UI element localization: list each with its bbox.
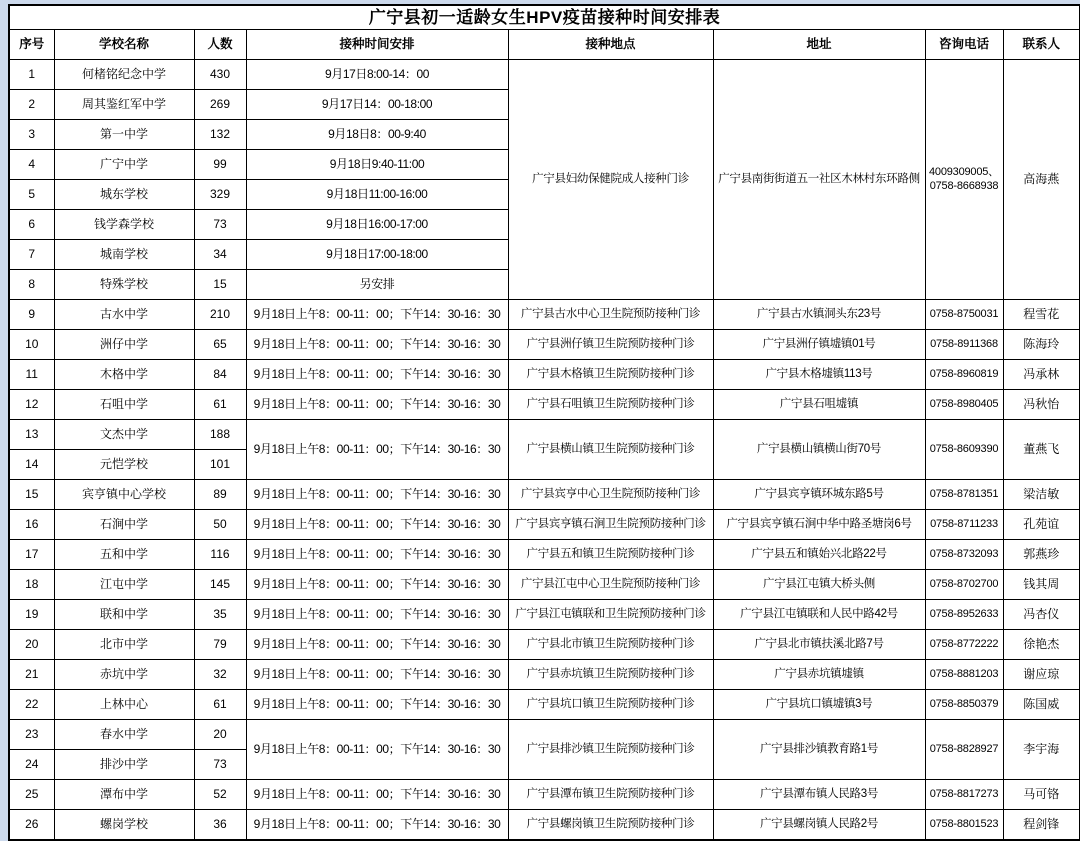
cell-no: 24 <box>9 750 54 780</box>
cell-address: 广宁县宾亨镇石涧中华中路圣塘岗6号 <box>713 510 925 540</box>
column-header-phone: 咨询电话 <box>925 30 1003 60</box>
cell-address: 广宁县石咀墟镇 <box>713 390 925 420</box>
cell-no: 6 <box>9 210 54 240</box>
cell-contact: 程剑锋 <box>1003 810 1080 841</box>
table-row <box>9 810 1080 841</box>
cell-count: 84 <box>194 360 246 390</box>
cell-address: 广宁县螺岗镇人民路2号 <box>713 810 925 841</box>
schedule-table <box>8 4 1080 841</box>
cell-address: 广宁县排沙镇教育路1号 <box>713 720 925 780</box>
cell-phone: 0758-8980405 <box>925 390 1003 420</box>
cell-school: 第一中学 <box>54 120 194 150</box>
cell-phone: 0758-8772222 <box>925 630 1003 660</box>
table-row <box>9 780 1080 810</box>
cell-school: 赤坑中学 <box>54 660 194 690</box>
cell-location: 广宁县赤坑镇卫生院预防接种门诊 <box>508 660 713 690</box>
cell-contact: 冯杏仪 <box>1003 600 1080 630</box>
cell-school: 联和中学 <box>54 600 194 630</box>
cell-school: 上林中心 <box>54 690 194 720</box>
cell-contact: 李宇海 <box>1003 720 1080 780</box>
cell-no: 15 <box>9 480 54 510</box>
cell-school: 周其鉴红军中学 <box>54 90 194 120</box>
cell-count: 73 <box>194 210 246 240</box>
cell-time: 9月18日上午8：00-11：00；下午14：30-16：30 <box>246 780 508 810</box>
table-row <box>9 720 1080 750</box>
cell-address: 广宁县木格墟镇113号 <box>713 360 925 390</box>
cell-school: 五和中学 <box>54 540 194 570</box>
cell-contact: 冯秋怡 <box>1003 390 1080 420</box>
cell-address: 广宁县赤坑镇墟镇 <box>713 660 925 690</box>
cell-time: 另安排 <box>246 270 508 300</box>
cell-address: 广宁县古水镇洞头东23号 <box>713 300 925 330</box>
cell-no: 18 <box>9 570 54 600</box>
cell-school: 石咀中学 <box>54 390 194 420</box>
cell-phone: 0758-8609390 <box>925 420 1003 480</box>
cell-count: 145 <box>194 570 246 600</box>
table-row <box>9 690 1080 720</box>
spreadsheet-canvas <box>8 4 1079 841</box>
header-row <box>9 30 1080 60</box>
cell-contact: 徐艳杰 <box>1003 630 1080 660</box>
cell-no: 26 <box>9 810 54 841</box>
cell-count: 269 <box>194 90 246 120</box>
cell-location: 广宁县江屯中心卫生院预防接种门诊 <box>508 570 713 600</box>
cell-location: 广宁县坑口镇卫生院预防接种门诊 <box>508 690 713 720</box>
cell-no: 22 <box>9 690 54 720</box>
cell-no: 21 <box>9 660 54 690</box>
cell-contact: 孔苑谊 <box>1003 510 1080 540</box>
cell-location: 广宁县五和镇卫生院预防接种门诊 <box>508 540 713 570</box>
cell-time: 9月18日上午8：00-11：00；下午14：30-16：30 <box>246 570 508 600</box>
cell-school: 排沙中学 <box>54 750 194 780</box>
cell-no: 17 <box>9 540 54 570</box>
cell-location: 广宁县螺岗镇卫生院预防接种门诊 <box>508 810 713 841</box>
cell-count: 132 <box>194 120 246 150</box>
cell-time: 9月18日上午8：00-11：00；下午14：30-16：30 <box>246 480 508 510</box>
table-row <box>9 480 1080 510</box>
cell-count: 15 <box>194 270 246 300</box>
cell-count: 35 <box>194 600 246 630</box>
cell-no: 25 <box>9 780 54 810</box>
cell-contact: 钱其周 <box>1003 570 1080 600</box>
cell-no: 23 <box>9 720 54 750</box>
cell-address: 广宁县潭布镇人民路3号 <box>713 780 925 810</box>
cell-count: 61 <box>194 390 246 420</box>
cell-time: 9月18日上午8：00-11：00；下午14：30-16：30 <box>246 390 508 420</box>
table-row <box>9 330 1080 360</box>
cell-time: 9月18日上午8：00-11：00；下午14：30-16：30 <box>246 510 508 540</box>
cell-phone: 0758-8881203 <box>925 660 1003 690</box>
cell-address: 广宁县洲仔镇墟镇01号 <box>713 330 925 360</box>
cell-phone: 0758-8817273 <box>925 780 1003 810</box>
column-header-count: 人数 <box>194 30 246 60</box>
cell-time: 9月18日上午8：00-11：00；下午14：30-16：30 <box>246 540 508 570</box>
cell-no: 19 <box>9 600 54 630</box>
cell-school: 城南学校 <box>54 240 194 270</box>
table-head <box>9 5 1080 60</box>
table-row <box>9 420 1080 450</box>
cell-location: 广宁县石咀镇卫生院预防接种门诊 <box>508 390 713 420</box>
cell-phone: 0758-8911368 <box>925 330 1003 360</box>
cell-no: 20 <box>9 630 54 660</box>
cell-no: 10 <box>9 330 54 360</box>
cell-school: 城东学校 <box>54 180 194 210</box>
cell-location: 广宁县宾亨镇石涧卫生院预防接种门诊 <box>508 510 713 540</box>
cell-location: 广宁县潭布镇卫生院预防接种门诊 <box>508 780 713 810</box>
cell-address: 广宁县宾亨镇环城东路5号 <box>713 480 925 510</box>
cell-time: 9月18日9:40-11:00 <box>246 150 508 180</box>
cell-phone: 0758-8850379 <box>925 690 1003 720</box>
cell-count: 188 <box>194 420 246 450</box>
cell-no: 1 <box>9 60 54 90</box>
cell-address: 广宁县江屯镇大桥头侧 <box>713 570 925 600</box>
cell-count: 210 <box>194 300 246 330</box>
table-row <box>9 360 1080 390</box>
table-row <box>9 510 1080 540</box>
cell-school: 北市中学 <box>54 630 194 660</box>
cell-count: 99 <box>194 150 246 180</box>
cell-time: 9月18日上午8：00-11：00；下午14：30-16：30 <box>246 420 508 480</box>
cell-contact: 高海燕 <box>1003 60 1080 300</box>
cell-location: 广宁县木格镇卫生院预防接种门诊 <box>508 360 713 390</box>
cell-phone: 0758-8801523 <box>925 810 1003 841</box>
cell-location: 广宁县排沙镇卫生院预防接种门诊 <box>508 720 713 780</box>
cell-time: 9月18日16:00-17:00 <box>246 210 508 240</box>
cell-school: 元恺学校 <box>54 450 194 480</box>
cell-time: 9月18日上午8：00-11：00；下午14：30-16：30 <box>246 600 508 630</box>
cell-time: 9月17日8:00-14：00 <box>246 60 508 90</box>
table-row <box>9 540 1080 570</box>
cell-school: 石涧中学 <box>54 510 194 540</box>
cell-location: 广宁县横山镇卫生院预防接种门诊 <box>508 420 713 480</box>
cell-time: 9月18日17:00-18:00 <box>246 240 508 270</box>
cell-count: 73 <box>194 750 246 780</box>
cell-school: 特殊学校 <box>54 270 194 300</box>
cell-contact: 谢应琼 <box>1003 660 1080 690</box>
cell-address: 广宁县坑口镇墟镇3号 <box>713 690 925 720</box>
cell-count: 65 <box>194 330 246 360</box>
cell-count: 101 <box>194 450 246 480</box>
cell-no: 13 <box>9 420 54 450</box>
table-row <box>9 600 1080 630</box>
cell-time: 9月17日14：00-18:00 <box>246 90 508 120</box>
column-header-contact: 联系人 <box>1003 30 1080 60</box>
cell-contact: 冯承林 <box>1003 360 1080 390</box>
cell-no: 5 <box>9 180 54 210</box>
cell-phone: 0758-8828927 <box>925 720 1003 780</box>
cell-time: 9月18日11:00-16:00 <box>246 180 508 210</box>
cell-location: 广宁县妇幼保健院成人接种门诊 <box>508 60 713 300</box>
cell-count: 89 <box>194 480 246 510</box>
cell-school: 文杰中学 <box>54 420 194 450</box>
cell-count: 79 <box>194 630 246 660</box>
cell-count: 61 <box>194 690 246 720</box>
cell-phone: 0758-8702700 <box>925 570 1003 600</box>
cell-count: 430 <box>194 60 246 90</box>
cell-count: 329 <box>194 180 246 210</box>
cell-location: 广宁县古水中心卫生院预防接种门诊 <box>508 300 713 330</box>
cell-time: 9月18日上午8：00-11：00；下午14：30-16：30 <box>246 630 508 660</box>
cell-school: 木格中学 <box>54 360 194 390</box>
table-row <box>9 660 1080 690</box>
cell-time: 9月18日8：00-9:40 <box>246 120 508 150</box>
table-row <box>9 630 1080 660</box>
cell-contact: 程雪花 <box>1003 300 1080 330</box>
cell-phone: 0758-8781351 <box>925 480 1003 510</box>
cell-no: 16 <box>9 510 54 540</box>
cell-address: 广宁县江屯镇联和人民中路42号 <box>713 600 925 630</box>
cell-count: 36 <box>194 810 246 841</box>
cell-phone: 4009309005、0758-8668938 <box>925 60 1003 300</box>
cell-time: 9月18日上午8：00-11：00；下午14：30-16：30 <box>246 690 508 720</box>
cell-no: 7 <box>9 240 54 270</box>
cell-phone: 0758-8750031 <box>925 300 1003 330</box>
cell-school: 江屯中学 <box>54 570 194 600</box>
table-body <box>9 60 1080 841</box>
cell-school: 钱学森学校 <box>54 210 194 240</box>
cell-phone: 0758-8732093 <box>925 540 1003 570</box>
table-row <box>9 570 1080 600</box>
cell-school: 螺岗学校 <box>54 810 194 841</box>
cell-location: 广宁县洲仔镇卫生院预防接种门诊 <box>508 330 713 360</box>
cell-contact: 陈海玲 <box>1003 330 1080 360</box>
cell-no: 14 <box>9 450 54 480</box>
cell-school: 潭布中学 <box>54 780 194 810</box>
cell-count: 52 <box>194 780 246 810</box>
cell-contact: 梁洁敏 <box>1003 480 1080 510</box>
cell-time: 9月18日上午8：00-11：00；下午14：30-16：30 <box>246 660 508 690</box>
cell-location: 广宁县江屯镇联和卫生院预防接种门诊 <box>508 600 713 630</box>
cell-phone: 0758-8960819 <box>925 360 1003 390</box>
cell-count: 116 <box>194 540 246 570</box>
cell-school: 洲仔中学 <box>54 330 194 360</box>
cell-no: 2 <box>9 90 54 120</box>
cell-no: 9 <box>9 300 54 330</box>
cell-phone: 0758-8952633 <box>925 600 1003 630</box>
column-header-school: 学校名称 <box>54 30 194 60</box>
cell-time: 9月18日上午8：00-11：00；下午14：30-16：30 <box>246 810 508 841</box>
cell-school: 古水中学 <box>54 300 194 330</box>
cell-address: 广宁县横山镇横山街70号 <box>713 420 925 480</box>
cell-contact: 陈国威 <box>1003 690 1080 720</box>
cell-school: 何楮铭纪念中学 <box>54 60 194 90</box>
table-row <box>9 390 1080 420</box>
cell-address: 广宁县北市镇扶溪北路7号 <box>713 630 925 660</box>
cell-location: 广宁县宾亨中心卫生院预防接种门诊 <box>508 480 713 510</box>
cell-contact: 马可铬 <box>1003 780 1080 810</box>
cell-time: 9月18日上午8：00-11：00；下午14：30-16：30 <box>246 360 508 390</box>
cell-time: 9月18日上午8：00-11：00；下午14：30-16：30 <box>246 330 508 360</box>
cell-no: 12 <box>9 390 54 420</box>
cell-contact: 董燕飞 <box>1003 420 1080 480</box>
cell-location: 广宁县北市镇卫生院预防接种门诊 <box>508 630 713 660</box>
cell-no: 3 <box>9 120 54 150</box>
cell-count: 20 <box>194 720 246 750</box>
cell-count: 32 <box>194 660 246 690</box>
cell-address: 广宁县南街街道五一社区木林村东环路侧 <box>713 60 925 300</box>
column-header-time: 接种时间安排 <box>246 30 508 60</box>
cell-no: 11 <box>9 360 54 390</box>
cell-address: 广宁县五和镇始兴北路22号 <box>713 540 925 570</box>
cell-school: 宾亨镇中心学校 <box>54 480 194 510</box>
column-header-location: 接种地点 <box>508 30 713 60</box>
cell-school: 春水中学 <box>54 720 194 750</box>
cell-no: 8 <box>9 270 54 300</box>
cell-no: 4 <box>9 150 54 180</box>
column-header-no: 序号 <box>9 30 54 60</box>
cell-phone: 0758-8711233 <box>925 510 1003 540</box>
cell-time: 9月18日上午8：00-11：00；下午14：30-16：30 <box>246 300 508 330</box>
table-row <box>9 60 1080 90</box>
column-header-address: 地址 <box>713 30 925 60</box>
page-title: 广宁县初一适龄女生HPV疫苗接种时间安排表 <box>9 5 1080 30</box>
cell-time: 9月18日上午8：00-11：00；下午14：30-16：30 <box>246 720 508 780</box>
cell-school: 广宁中学 <box>54 150 194 180</box>
cell-count: 34 <box>194 240 246 270</box>
cell-count: 50 <box>194 510 246 540</box>
table-row <box>9 300 1080 330</box>
cell-contact: 郭燕珍 <box>1003 540 1080 570</box>
title-row <box>9 5 1080 30</box>
